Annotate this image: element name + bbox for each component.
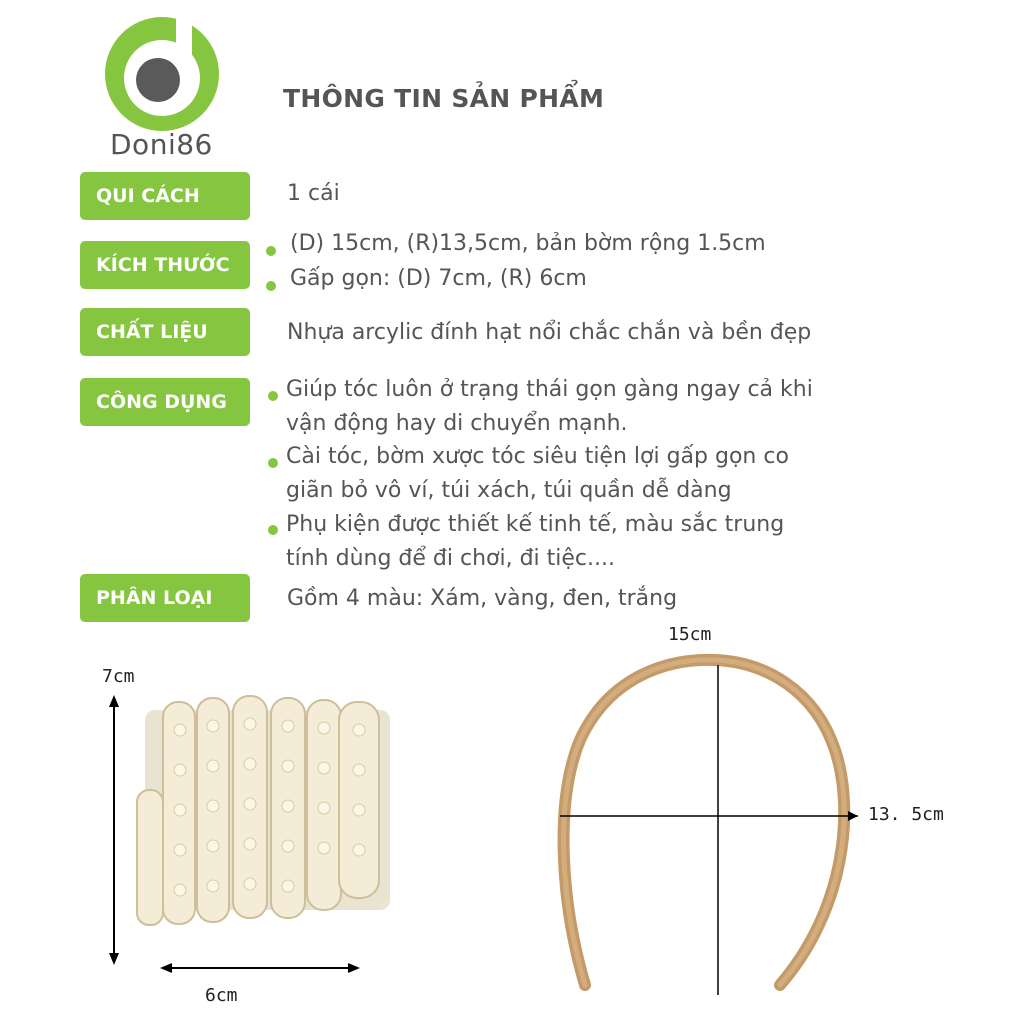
bullet-icon [268, 458, 278, 468]
folded-headband-image [125, 690, 395, 930]
brand-name: Doni86 [110, 128, 213, 161]
bullet-icon [266, 246, 276, 256]
label-kich-thuoc: KÍCH THƯỚC [80, 241, 250, 289]
open-headband-image [540, 640, 870, 1000]
open-length-label: 15cm [668, 624, 712, 645]
bullet-icon [266, 281, 276, 291]
bullet-icon [268, 525, 278, 535]
bullet-icon [268, 391, 278, 401]
value-kich-thuoc-2: Gấp gọn: (D) 7cm, (R) 6cm [290, 266, 587, 291]
folded-height-arrow [104, 695, 124, 965]
value-cong-dung-5: Phụ kiện được thiết kế tinh tế, màu sắc trung [286, 512, 785, 537]
label-qui-cach: QUI CÁCH [80, 172, 250, 220]
label-phan-loai: PHÂN LOẠI [80, 574, 250, 622]
folded-width-arrow [160, 960, 360, 976]
label-cong-dung: CÔNG DỤNG [80, 378, 250, 426]
value-qui-cach: 1 cái [287, 181, 340, 206]
open-width-label: 13. 5cm [868, 804, 944, 825]
value-cong-dung-1: Giúp tóc luôn ở trạng thái gọn gàng ngay cả khi [286, 377, 813, 402]
folded-height-label: 7cm [102, 666, 135, 687]
value-phan-loai: Gồm 4 màu: Xám, vàng, đen, trắng [287, 586, 678, 611]
folded-width-label: 6cm [205, 985, 238, 1006]
value-cong-dung-4: giãn bỏ vô ví, túi xách, túi quần dễ dàng [286, 478, 732, 503]
value-kich-thuoc-1: (D) 15cm, (R)13,5cm, bản bờm rộng 1.5cm [290, 231, 766, 256]
value-chat-lieu: Nhựa arcylic đính hạt nổi chắc chắn và bền đẹp [287, 320, 812, 345]
value-cong-dung-2: vận động hay di chuyển mạnh. [286, 411, 628, 436]
value-cong-dung-6: tính dùng để đi chơi, đi tiệc.... [286, 546, 616, 571]
value-cong-dung-3: Cài tóc, bờm xược tóc siêu tiện lợi gấp gọn co [286, 444, 789, 469]
page-title: THÔNG TIN SẢN PHẨM [283, 84, 605, 113]
label-chat-lieu: CHẤT LIỆU [80, 308, 250, 356]
